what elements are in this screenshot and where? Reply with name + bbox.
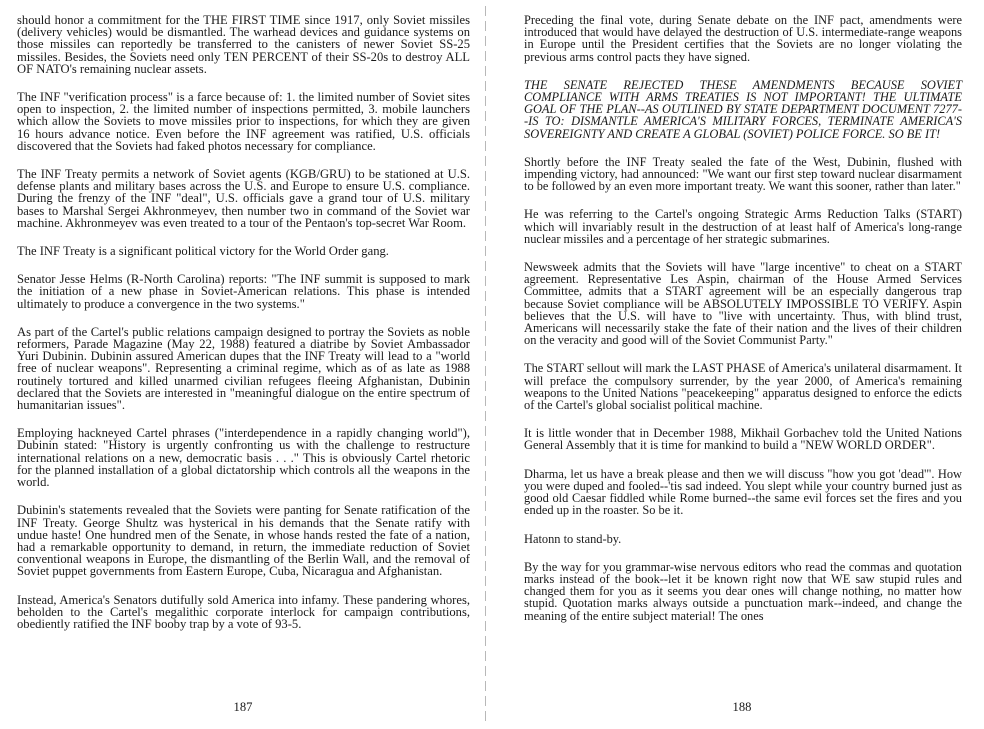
left-paragraph-2: The INF "verification process" is a farce because of: 1. the limited number of Soviet sites open to inspection, 2. the limited number of inspections permitted, 3. mobile launchers which allow the Soviets to move missiles prior to inspections, for which they are given 16 hours advance notice. Even before the INF agreement was ratified, U.S. officials discovered that the Soviets had faked photos necessary for compliance.	[17, 90, 470, 153]
left-page	[0, 0, 486, 729]
left-paragraph-6: As part of the Cartel's public relations campaign designed to portray the Soviets as noble reformers, Parade Magazine (May 22, 1988) featured a diatribe by Soviet Ambassador Yuri Dubinin. Dubinin assured American dupes that the INF Treaty will lead to a "world free of nuclear weapons". Representing a criminal regime, which as of as late as 1988 routinely tortured and killed unarmed civilian refugees fleeing Afghanistan, Dubinin declared that the Soviets are interested in "meaningful dialogue on the entire spectrum of humanitarian issues".	[17, 324, 470, 413]
right-paragraph-9: Hatonn to stand-by.	[524, 531, 622, 546]
page-number-left: 187	[233, 700, 253, 714]
right-paragraph-6: The START sellout will mark the LAST PHASE of America's unilateral disarmament. It will preface the compulsory surrender, by the year 2000, of America's remaining weapons to the United Nations "peacekeeping" apparatus designed to enforce the edicts of the Cartel's global socialist political machine.	[524, 361, 962, 413]
left-paragraph-9: Instead, America's Senators dutifully sold America into infamy. These pandering whores, beholden to the Cartel's megalithic corporate interlock for campaign contributions, obediently ratified the INF booby trap by a vote of 93-5.	[17, 592, 470, 631]
page-number-right: 188	[732, 700, 752, 714]
left-paragraph-8: Dubinin's statements revealed that the Soviets were panting for Senate ratification of the INF Treaty. George Shultz was hysterical in his demands that the Senate ratify with undue haste! One hundred men of the Senate, in whose hands rested the fate of a nation, had a remarkable opportunity to demand, in return, the immediate reduction of Soviet conventional weapons in Europe, the dismantling of the Berlin Wall, and the removal of Soviet puppet governments from Eastern Europe, Cuba, Nicaragua and Afghanistan.	[17, 503, 470, 579]
right-page	[486, 0, 984, 729]
right-paragraph-10: By the way for you grammar-wise nervous editors who read the commas and quotation marks instead of the book--let it be known right now that WE saw stupid rules and changed them for you as it seems you dear ones will change nothing, no matter how stupid. Quotation marks always outside a punctuation mark--indeed, and change the meaning of the entire subject material! The ones	[524, 559, 962, 623]
left-paragraph-5: Senator Jesse Helms (R-North Carolina) reports: "The INF summit is supposed to mark the initiation of a new phase in Soviet-American relations. This phase is intended ultimately to produce a convergence in the two systems."	[17, 272, 470, 311]
right-paragraph-7: It is little wonder that in December 1988, Mikhail Gorbachev told the United Nations General Assembly that it is time for mankind to build a "NEW WORLD ORDER".	[524, 426, 962, 453]
right-paragraph-3: Shortly before the INF Treaty sealed the fate of the West, Dubinin, flushed with impending victory, had announced: "We want our first step toward nuclear disarmament to be followed by an even more important treaty. We want this sooner, rather than later."	[524, 154, 962, 194]
right-paragraph-1: Preceding the final vote, during Senate debate on the INF pact, amendments were introduced that would have delayed the destruction of U.S. intermediate-range weapons in Europe until the President certifies that the Soviets are no longer violating the previous arms control pacts they have signed.	[524, 13, 962, 64]
left-paragraph-1: should honor a commitment for the THE FIRST TIME since 1917, only Soviet missiles (delivery vehicles) would be dismantled. The warhead devices and guidance systems on those missiles can reportedly be transferred to the canisters of newer Soviet SS-25 missiles. Besides, the Soviets need only TEN PERCENT of their SS-20s to destroy ALL OF NATO's remaining nuclear assets.	[17, 13, 470, 76]
right-paragraph-2-italic: THE SENATE REJECTED THESE AMENDMENTS BECAUSE SOVIET COMPLIANCE WITH ARMS TREATIES IS NOT IMPORTANT! THE ULTIMATE GOAL OF THE PLAN--AS OUTLINED BY STATE DEPARTMENT DOCUMENT 7277--IS TO: DISMANTLE AMERICA'S MILITARY FORCES, TERMINATE AMERICA'S SOVEREIGNTY AND CREATE A GLOBAL (SOVIET) POLICE FORCE. SO BE IT!	[524, 77, 962, 141]
left-paragraph-3: The INF Treaty permits a network of Soviet agents (KGB/GRU) to be stationed at U.S. defense plants and military bases across the U.S. and Europe to ensure U.S. compliance. During the frenzy of the INF "deal", U.S. officials gave a grand tour of U.S. military bases to Marshal Sergei Akhronmeyev, then number two in command of the Soviet war machine. Akhronmeyev was even treated to a tour of the Pentaon's top-secret War Room.	[17, 167, 470, 230]
left-paragraph-4: The INF Treaty is a significant political victory for the World Order gang.	[17, 244, 389, 259]
right-paragraph-4: He was referring to the Cartel's ongoing Strategic Arms Reduction Talks (START) which will invariably result in the destruction of at least half of America's long-range nuclear missiles and a percentage of her strategic submarines.	[524, 207, 962, 246]
left-paragraph-7: Employing hackneyed Cartel phrases ("interdependence in a rapidly changing world"), Dubinin stated: "History is urgently confronting us with the challenge to restructure international relations on a new, democratic basis . . ." This is obviously Cartel rhetoric for the planned installation of a global dictatorship which controls all the weapons in the world.	[17, 426, 470, 490]
right-paragraph-8: Dharma, let us have a break please and then we will discuss "how you got 'dead'". How you were duped and fooled--'tis sad indeed. You slept while your country burned just as good old Caesar fiddled while Rome burned--the same evil forces set the fires and you ended up in the roaster. So be it.	[524, 466, 962, 518]
right-paragraph-5: Newsweek admits that the Soviets will have "large incentive" to cheat on a START agreement. Representative Les Aspin, chairman of the House Armed Services Committee, admits that a START agreement will be an especially dangerous trap because Soviet compliance will be ABSOLUTELY IMPOSSIBLE TO VERIFY. Aspin believes that the U.S. will have to "live with uncertainty. Thus, with blind trust, Americans will necessarily stake the fate of their nation and the lives of their children on the veracity and good will of the Soviet Communist Party."	[524, 260, 962, 348]
